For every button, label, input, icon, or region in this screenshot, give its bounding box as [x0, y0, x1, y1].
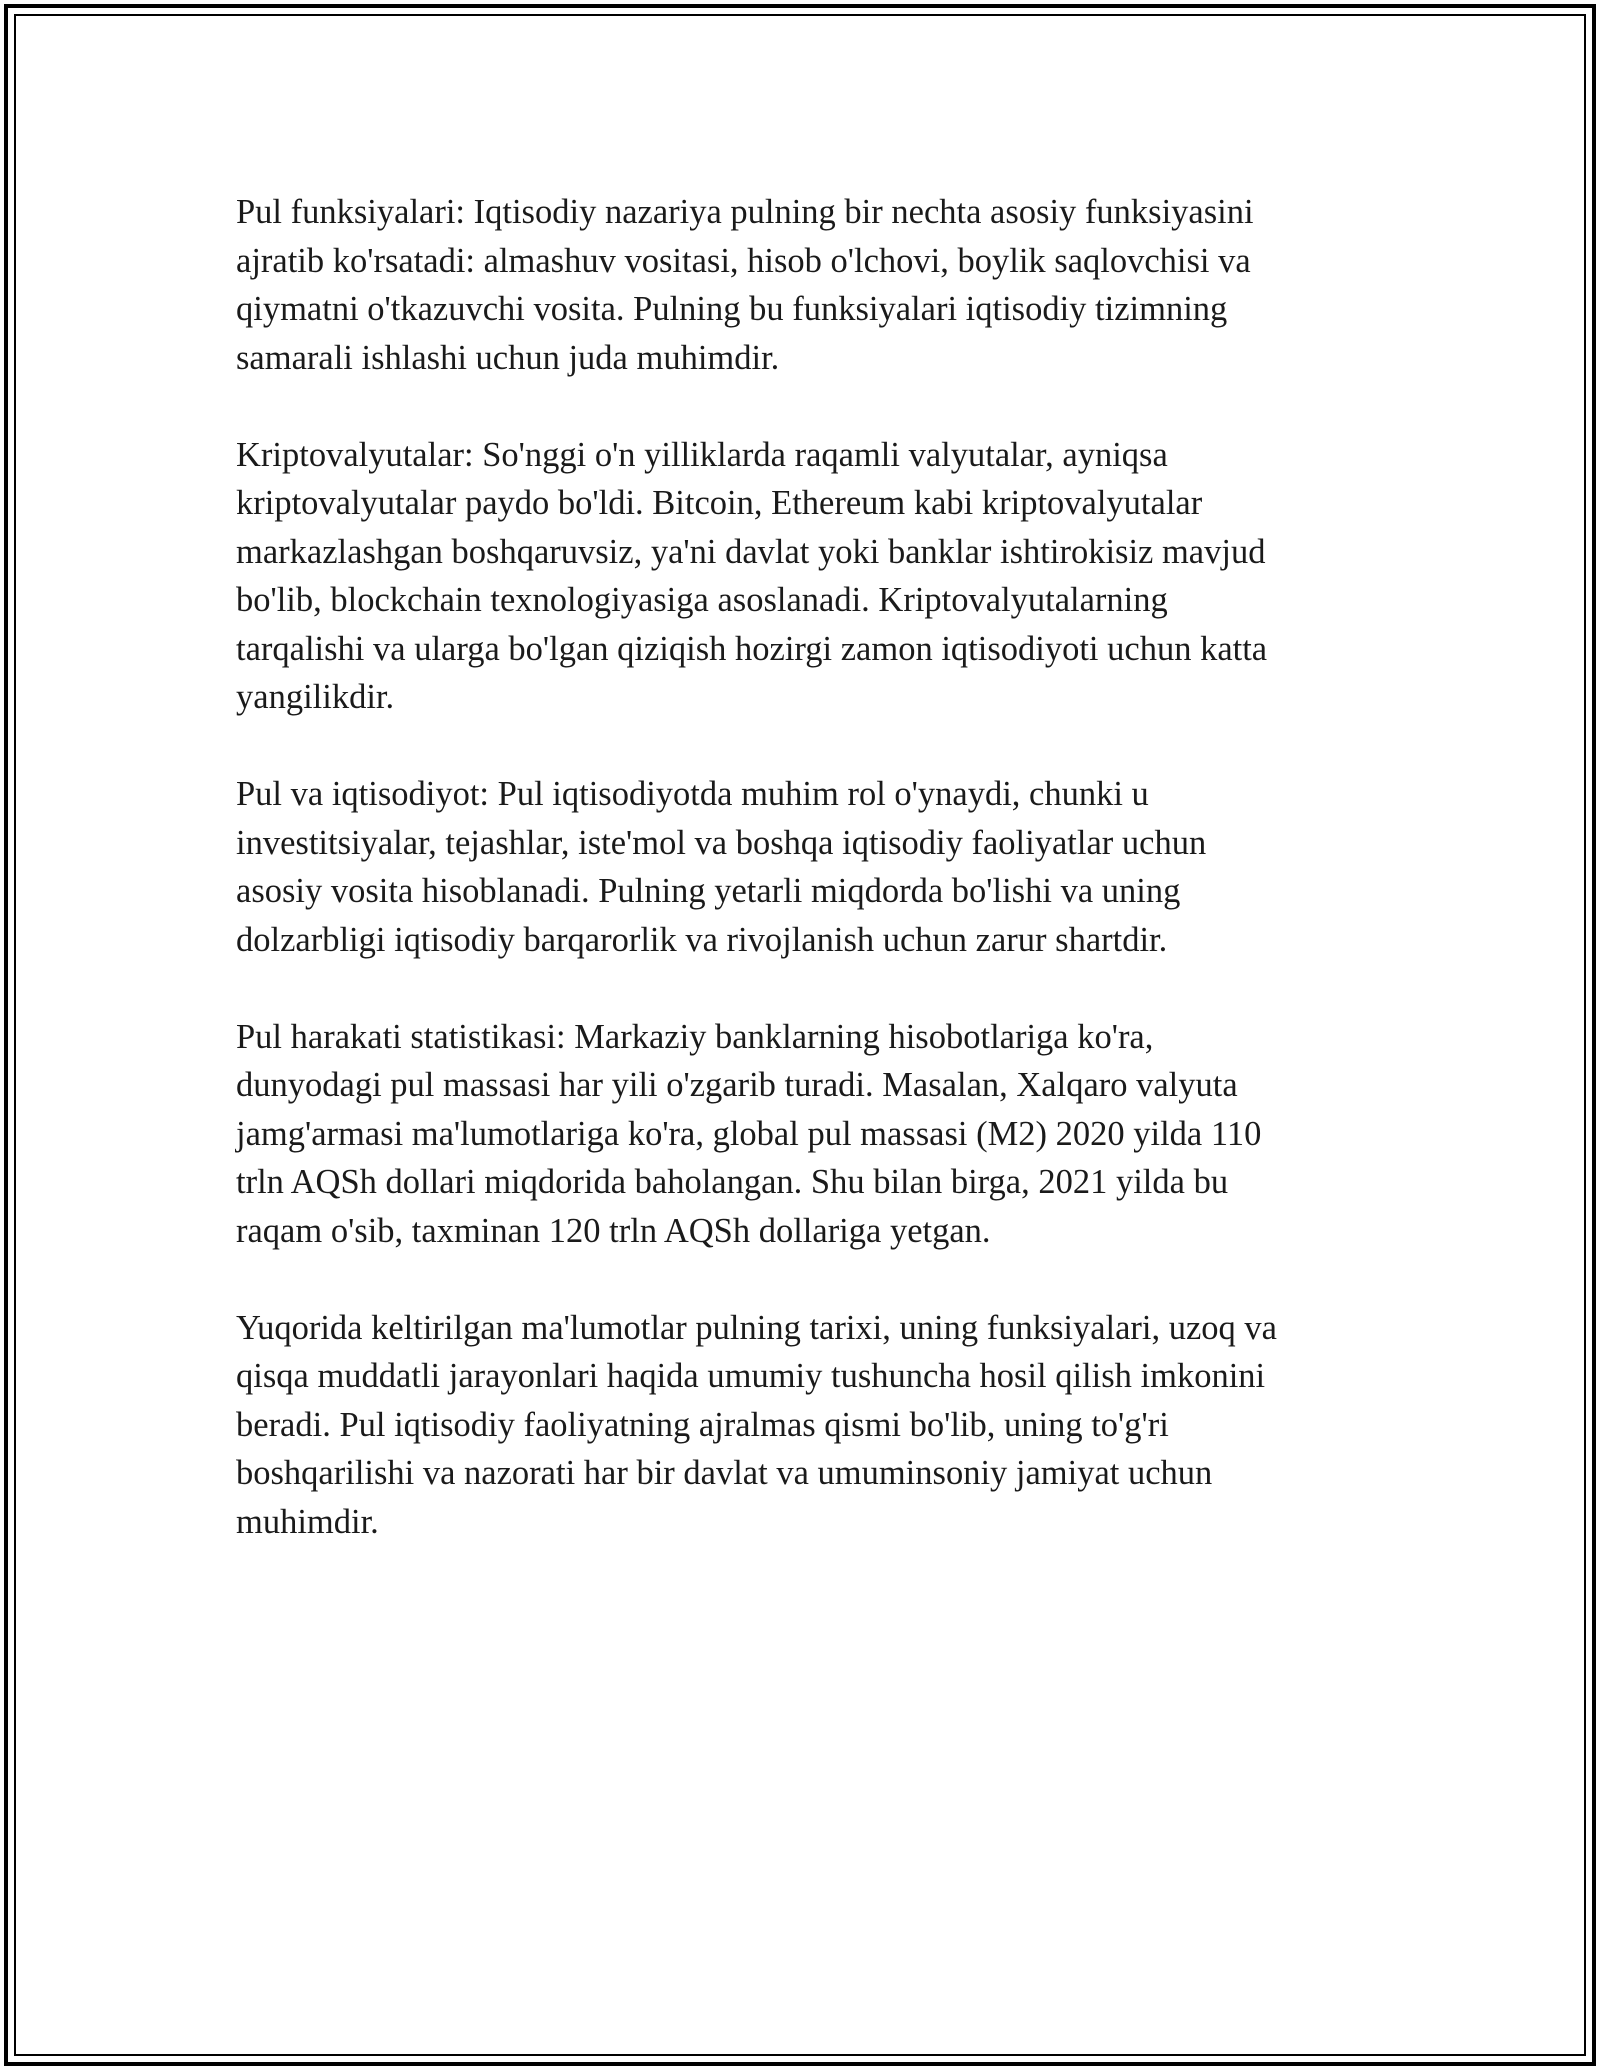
- document-body: [236, 188, 1366, 1595]
- paragraph-money-functions: Pul funksiyalari: Iqtisodiy nazariya pulning bir nechta asosiy funksiyasini ajratib ko'rsatadi: almashuv vositasi, hisob o'lchovi, boylik saqlovchisi va qiymatni o'tkazuvchi vosita. Pulning bu funksiyalari iqtisodiy tizimning samarali ishlashi uchun juda muhimdir.: [236, 193, 1254, 377]
- paragraph-money-and-economy: Pul va iqtisodiyot: Pul iqtisodiyotda muhim rol o'ynaydi, chunki u investitsiyalar, tejashlar, iste'mol va boshqa iqtisodiy faoliyatlar uchun asosiy vosita hisoblanadi. Pulning yetarli miqdorda bo'lishi va uning dolzarbligi iqtisodiy barqarorlik va rivojlanish uchun zarur shartdir.: [236, 775, 1207, 959]
- paragraph-cryptocurrencies: Kriptovalyutalar: So'nggi o'n yilliklarda raqamli valyutalar, ayniqsa kriptovalyutalar paydo bo'ldi. Bitcoin, Ethereum kabi kriptovalyutalar markazlashgan boshqaruvsiz, ya'ni davlat yoki banklar ishtirokisiz mavjud bo'lib, blockchain texnologiyasiga asoslanadi. Kriptovalyutalarning tarqalishi va ularga bo'lgan qiziqish hozirgi zamon iqtisodiyoti uchun katta yangilikdir.: [236, 435, 1268, 716]
- paragraph-money-statistics: Pul harakati statistikasi: Markaziy banklarning hisobotlariga ko'ra, dunyodagi pul massasi har yili o'zgarib turadi. Masalan, Xalqaro valyuta jamg'armasi ma'lumotlariga ko'ra, global pul massasi (M2) 2020 yilda 110 trln AQSh dollari miqdorida baholangan. Shu bilan birga, 2021 yilda bu raqam o'sib, taxminan 120 trln AQSh dollariga yetgan.: [236, 1017, 1262, 1250]
- paragraph-conclusion: Yuqorida keltirilgan ma'lumotlar pulning tarixi, uning funksiyalari, uzoq va qisqa muddatli jarayonlari haqida umumiy tushuncha hosil qilish imkonini beradi. Pul iqtisodiy faoliyatning ajralmas qismi bo'lib, uning to'g'ri boshqarilishi va nazorati har bir davlat va umuminsoniy jamiyat uchun muhimdir.: [236, 1308, 1277, 1541]
